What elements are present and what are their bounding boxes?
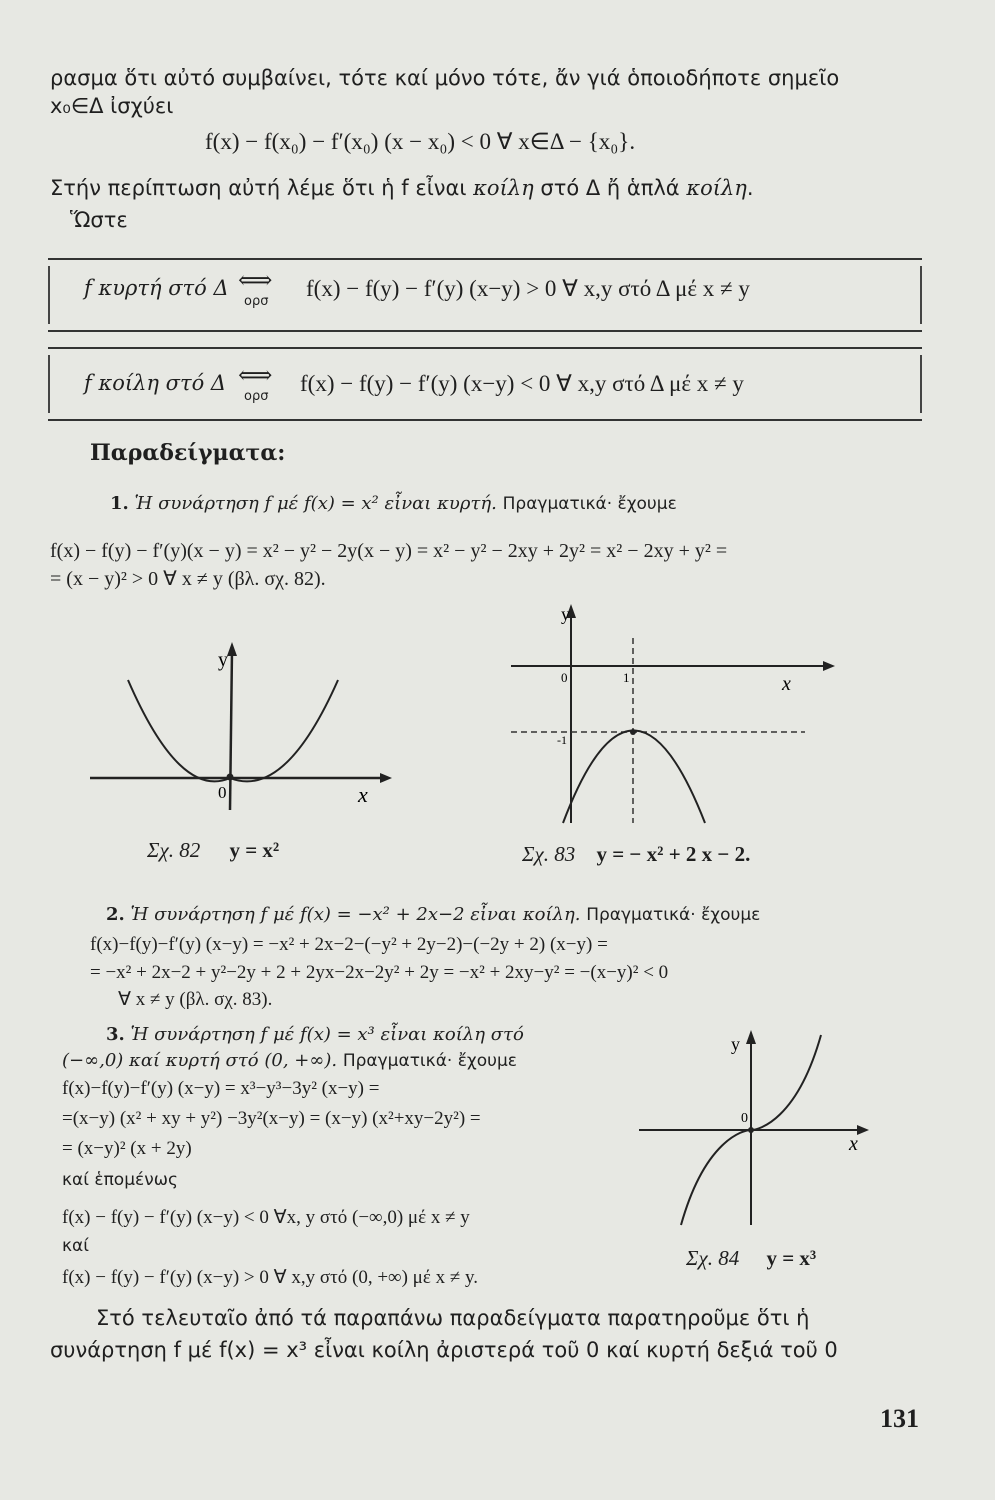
intro-line-3-mid: στό Δ ἤ ἁπλά xyxy=(533,176,687,200)
fig84-origin-label: 0 xyxy=(741,1111,748,1126)
box1-rhs: f(x) − f(y) − f′(y) (x−y) > 0 ∀ x,y στό Δ μέ x ≠ y xyxy=(306,276,750,301)
fig82-x-label: x xyxy=(358,782,368,807)
example-2-line xyxy=(106,904,760,925)
intro-line-3-pre: Στήν περίπτωση αὐτή λέμε ὅτι ἡ f εἶναι xyxy=(50,176,474,200)
fig84-formula: y = x³ xyxy=(766,1246,817,1270)
example-3-lead: Πραγματικά· ἔχουμε xyxy=(342,1051,517,1071)
fig84-caption-line xyxy=(686,1246,816,1271)
examples-heading: Παραδείγματα: xyxy=(90,440,286,466)
fig83-origin-label: 0 xyxy=(561,670,568,685)
fig84-x-label: x xyxy=(849,1133,858,1155)
box2-rhs: f(x) − f(y) − f′(y) (x−y) < 0 ∀ x,y στό Δ μέ x ≠ y xyxy=(300,371,744,396)
box1-arrow-label: ορσ xyxy=(244,294,269,309)
fig83-formula: y = − x² + 2 x − 2. xyxy=(596,842,751,866)
definition-box-concave xyxy=(48,347,922,421)
box2-arrow: ⟺ xyxy=(238,361,273,389)
fig84-origin-point xyxy=(748,1127,754,1133)
example-3-statement-1: Ἡ συνάρτηση f μέ f(x) = x³ εἶναι κοίλη στό xyxy=(130,1024,524,1045)
fig82-formula: y = x² xyxy=(229,838,280,862)
fig83-y-label: y xyxy=(561,604,570,624)
example-3-number: 3. xyxy=(106,1024,125,1045)
example-3-eq-4: f(x) − f(y) − f′(y) (x−y) < 0 ∀x, y στό (−∞,0) μέ x ≠ y xyxy=(62,1207,470,1228)
fig83-vertex-point xyxy=(630,729,636,735)
fig82-y-arrow xyxy=(227,642,237,656)
example-2-number: 2. xyxy=(106,904,125,925)
fig83-x-arrow xyxy=(823,661,835,671)
intro-keyword-koili-1: κοίλη xyxy=(473,176,534,200)
fig82-parabola xyxy=(128,680,338,781)
fig83-caption-line xyxy=(522,842,750,867)
fig84-x-arrow xyxy=(857,1125,869,1135)
fig82-x-arrow xyxy=(380,773,392,783)
example-1-line xyxy=(110,493,677,514)
example-2-eq-3: ∀ x ≠ y (βλ. σχ. 83). xyxy=(118,989,273,1010)
example-3-and-1: καί ἑπομένως xyxy=(62,1170,178,1190)
example-3-eq-5: f(x) − f(y) − f′(y) (x−y) > 0 ∀ x,y στό (0, +∞) μέ x ≠ y. xyxy=(62,1267,479,1288)
fig84-caption: Σχ. 84 xyxy=(686,1246,740,1270)
box2-arrow-label: ορσ xyxy=(244,389,269,404)
intro-line-3 xyxy=(50,176,754,200)
intro-line-4: Ὥστε xyxy=(70,208,128,232)
intro-keyword-koili-2: κοίλη xyxy=(686,176,747,200)
fig83-tick-y: -1 xyxy=(557,733,567,747)
page-number: 131 xyxy=(880,1404,919,1433)
example-2-eq-1: f(x)−f(y)−f′(y) (x−y) = −x² + 2x−2−(−y² + 2y−2)−(−2y + 2) (x−y) = xyxy=(90,934,608,955)
fig82-origin-point xyxy=(227,774,234,781)
figure-82 xyxy=(80,640,400,820)
example-3-line-1 xyxy=(106,1024,524,1045)
fig82-y-label: y xyxy=(218,649,228,671)
intro-line-3-end: . xyxy=(746,176,754,200)
example-2-eq-2: = −x² + 2x−2 + y²−2y + 2 + 2yx−2x−2y² + 2y = −x² + 2xy−y² = −(x−y)² < 0 xyxy=(90,962,669,983)
example-3-eq-2: =(x−y) (x² + xy + y²) −3y²(x−y) = (x−y) (x²+xy−2y²) = xyxy=(62,1108,481,1129)
example-3-eq-3: = (x−y)² (x + 2y) xyxy=(62,1138,192,1159)
example-2-statement: Ἡ συνάρτηση f μέ f(x) = −x² + 2x−2 εἶναι κοίλη. xyxy=(130,904,581,925)
fig83-tick-x: 1 xyxy=(623,670,630,685)
fig82-origin-label: 0 xyxy=(218,783,227,802)
fig82-caption: Σχ. 82 xyxy=(147,838,201,862)
example-3-line-2 xyxy=(62,1050,517,1071)
example-3-eq-1: f(x)−f(y)−f′(y) (x−y) = x³−y³−3y² (x−y) = xyxy=(62,1078,380,1099)
box1-arrow: ⟺ xyxy=(238,266,273,294)
fig82-caption-line xyxy=(147,838,279,863)
example-3-statement-2: (−∞,0) καί κυρτή στό (0, +∞). xyxy=(62,1050,338,1071)
fig84-y-arrow xyxy=(746,1030,756,1044)
fig84-y-label: y xyxy=(731,1034,740,1054)
example-1-statement: Ἡ συνάρτηση f μέ f(x) = x² εἶναι κυρτή. xyxy=(134,493,497,514)
intro-line-2: x₀∈Δ ἰσχύει xyxy=(50,94,174,118)
box1-lhs: f κυρτή στό Δ xyxy=(84,276,229,300)
definition-box-convex xyxy=(48,258,922,332)
figure-83 xyxy=(505,598,835,828)
example-1-number: 1. xyxy=(110,493,129,514)
fig83-parabola xyxy=(563,731,705,824)
closing-line-2: συνάρτηση f μέ f(x) = x³ εἶναι κοίλη ἀριστερά τοῦ 0 καί κυρτή δεξιά τοῦ 0 xyxy=(50,1338,838,1362)
intro-formula: f(x) − f(x₀) − f′(x₀) (x − x₀) < 0 ∀ x∈Δ − {x₀}. xyxy=(205,129,636,154)
intro-line-1: ρασμα ὅτι αὐτό συμβαίνει, τότε καί μόνο τότε, ἄν γιά ὁποιοδήποτε σημεῖο xyxy=(50,66,840,90)
example-1-eq-2: = (x − y)² > 0 ∀ x ≠ y (βλ. σχ. 82). xyxy=(50,568,326,590)
figure-84 xyxy=(635,1020,875,1230)
fig82-y-axis xyxy=(230,650,232,810)
closing-line-1: Στό τελευταῖο ἀπό τά παραπάνω παραδείγματα παρατηροῦμε ὅτι ἡ xyxy=(96,1306,810,1330)
box2-lhs: f κοίλη στό Δ xyxy=(84,371,227,395)
example-1-lead: Πραγματικά· ἔχουμε xyxy=(502,494,677,514)
fig83-caption: Σχ. 83 xyxy=(522,842,576,866)
example-3-and-2: καί xyxy=(62,1236,89,1256)
example-1-eq-1: f(x) − f(y) − f′(y)(x − y) = x² − y² − 2y(x − y) = x² − y² − 2xy + 2y² = x² − 2xy + y² = xyxy=(50,540,728,562)
example-2-lead: Πραγματικά· ἔχουμε xyxy=(586,905,761,925)
fig83-x-label: x xyxy=(782,673,791,695)
